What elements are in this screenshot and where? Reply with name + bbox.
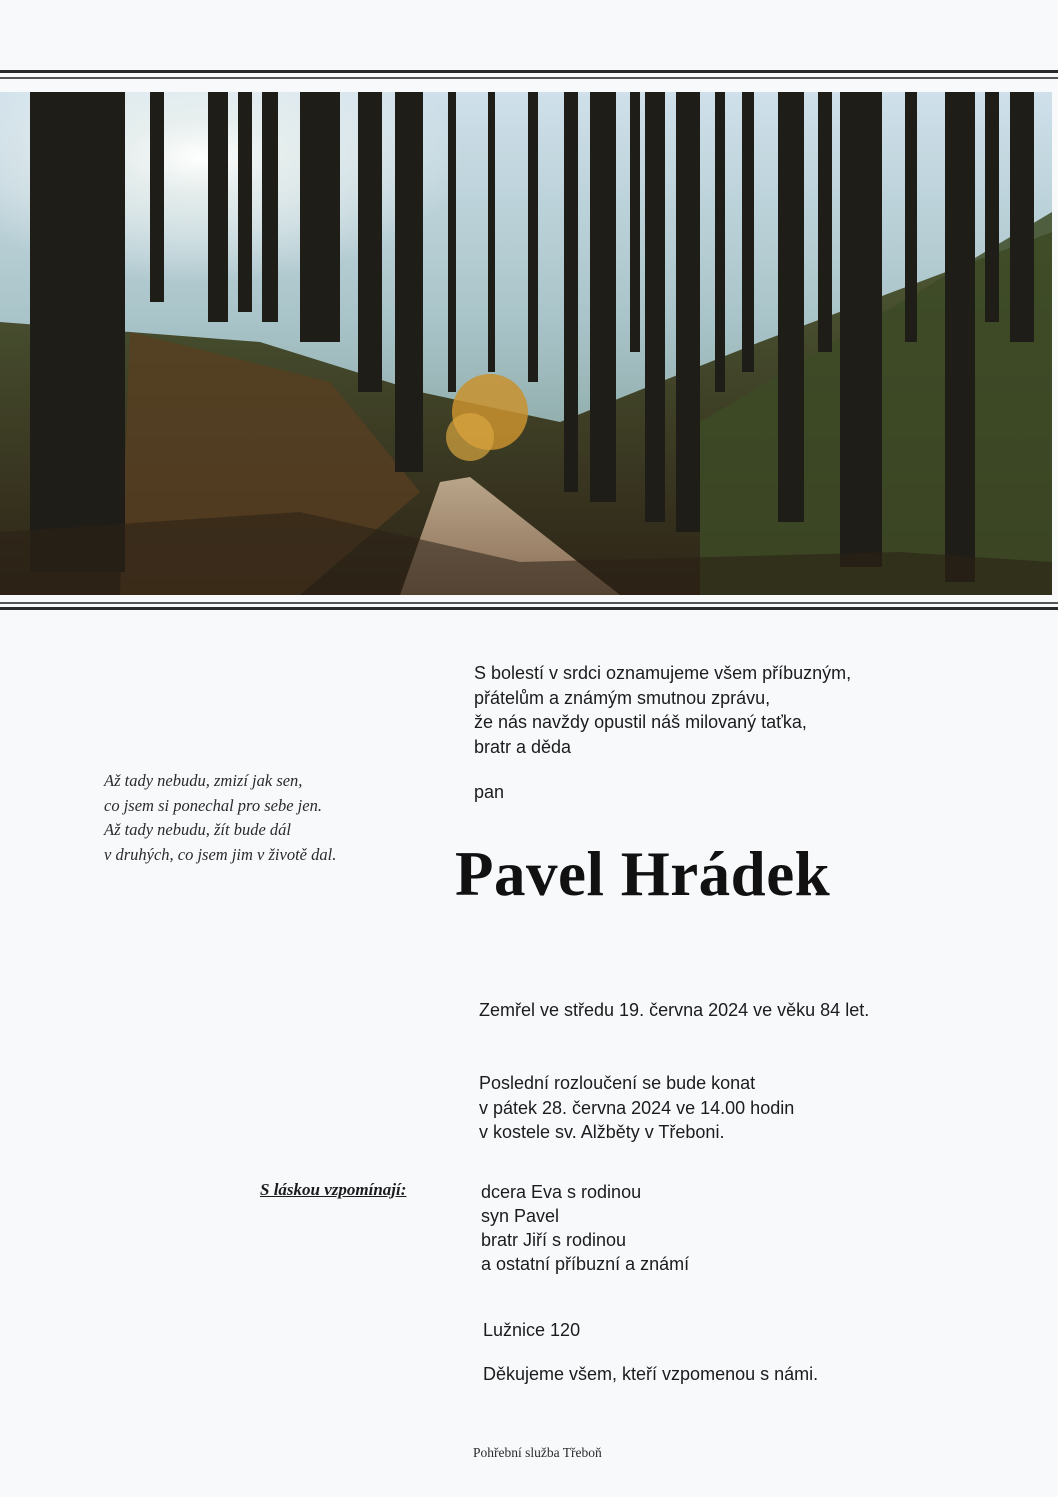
announcement-line: že nás navždy opustil náš milovaný taťka, xyxy=(474,712,807,732)
death-notice: Zemřel ve středu 19. června 2024 ve věku 84 let. xyxy=(479,1000,870,1020)
farewell-line: v kostele sv. Alžběty v Třeboni. xyxy=(479,1122,725,1142)
announcement-line: bratr a děda xyxy=(474,736,572,757)
poem-line: v druhých, co jsem jim v životě dal. xyxy=(104,844,337,864)
mourners-list xyxy=(481,1180,689,1276)
announcement-line: přátelům a známým smutnou zprávu, xyxy=(474,687,771,708)
mourners-label: S láskou vzpomínají: xyxy=(260,1180,407,1199)
top-double-rule xyxy=(0,70,1058,73)
bottom-double-rule xyxy=(0,607,1058,610)
announcement-line: S bolestí v srdci oznamujeme všem příbuzným, xyxy=(474,663,852,683)
forest-path-photo-icon xyxy=(0,92,1052,595)
deceased-name: Pavel Hrádek xyxy=(455,839,831,909)
funeral-service-footer: Pohřební služba Třeboň xyxy=(473,1445,602,1460)
top-thin-rule xyxy=(0,77,1058,79)
announcement-text xyxy=(474,661,974,759)
poem-line: Až tady nebudu, zmizí jak sen, xyxy=(104,771,303,790)
mourner-line: dcera Eva s rodinou xyxy=(481,1182,642,1202)
thanks-line: Děkujeme všem, kteří vzpomenou s námi. xyxy=(483,1364,819,1384)
farewell-line: Poslední rozloučení se bude konat xyxy=(479,1073,756,1093)
salutation: pan xyxy=(474,782,505,802)
mourner-line: bratr Jiří s rodinou xyxy=(481,1230,627,1250)
poem xyxy=(104,769,434,867)
farewell-line: v pátek 28. června 2024 ve 14.00 hodin xyxy=(479,1097,795,1118)
poem-line: co jsem si ponechal pro sebe jen. xyxy=(104,795,322,815)
farewell-info xyxy=(479,1071,794,1145)
mourner-line: a ostatní příbuzní a známí xyxy=(481,1254,690,1274)
address: Lužnice 120 xyxy=(483,1320,581,1340)
mourner-line: syn Pavel xyxy=(481,1206,560,1226)
poem-line: Až tady nebudu, žít bude dál xyxy=(104,820,291,839)
bottom-thin-rule xyxy=(0,602,1058,604)
